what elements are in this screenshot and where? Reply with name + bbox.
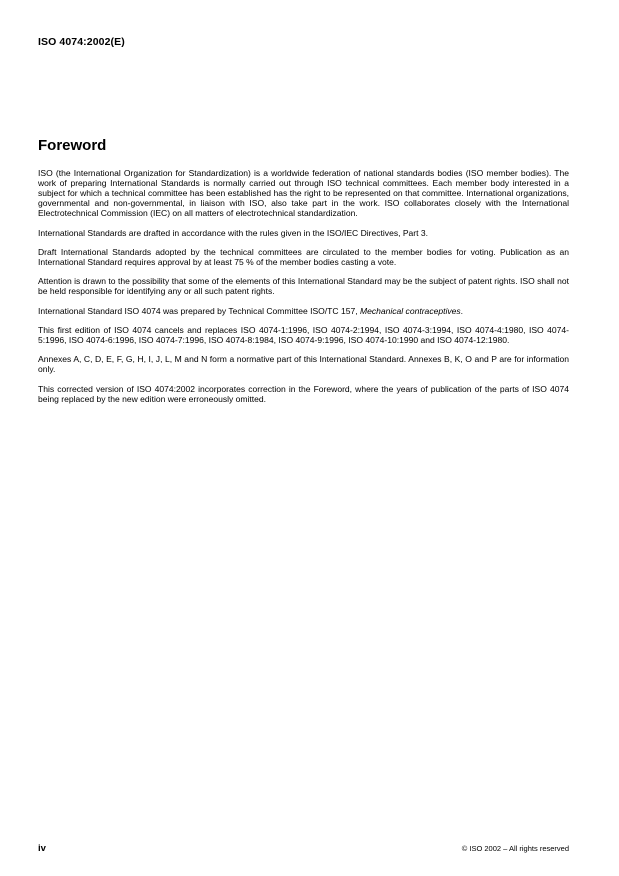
- section-title: Foreword: [38, 137, 107, 154]
- paragraph-patent-rights: Attention is drawn to the possibility that some of the elements of this International Standard may be the subject of patent rights. ISO shall not be held responsible for identifying any or all such patent rights.: [38, 276, 569, 297]
- tc-text: International Standard ISO 4074 was prepared by Technical Committee ISO/TC 157,: [38, 305, 360, 316]
- paragraph-corrected-version: This corrected version of ISO 4074:2002 incorporates correction in the Foreword, where the years of publication of the parts of ISO 4074 being replaced by the new edition were erroneously omitted.: [38, 383, 569, 404]
- paragraph-draft-standards: Draft International Standards adopted by the technical committees are circulated to the member bodies for voting. Publication as an International Standard requires approval by at least 75 % of the member bodies casting a vote.: [38, 246, 569, 268]
- paragraph-directives: International Standards are drafted in accordance with the rules given in the ISO/IEC Directives, Part 3.: [38, 227, 429, 238]
- page-number: iv: [38, 843, 46, 854]
- paragraph-first-edition: This first edition of ISO 4074 cancels and replaces ISO 4074-1:1996, ISO 4074-2:1994, ISO 4074-3:1994, ISO 4074-4:1980, ISO 4074-5:1996, ISO 4074-6:1996, ISO 4074-7:1996, ISO 4074-8:1984, ISO 4074-9:1996, ISO 4074-10:1990 and ISO 4074-12:1980.: [38, 324, 569, 346]
- paragraph-technical-committee: [38, 306, 569, 316]
- paragraph-iso-federation: ISO (the International Organization for Standardization) is a worldwide federation of national standards bodies (ISO member bodies). The work of preparing International Standards is normally carried out through ISO technical committees. Each member body interested in a subject for which a technical committee has been established has the right to be represented on that committee. International organizations, governmental and non-governmental, in liaison with ISO, also take part in the work. ISO collaborates closely with the International Electrotechnical Commission (IEC) on all matters of electrotechnical standardization.: [38, 168, 569, 219]
- tc-subject: Mechanical contraceptives: [359, 305, 461, 316]
- foreword-body: [38, 168, 569, 413]
- document-header: ISO 4074:2002(E): [38, 36, 125, 48]
- tc-period: .: [460, 305, 464, 316]
- copyright-notice: © ISO 2002 – All rights reserved: [461, 844, 569, 853]
- paragraph-annexes: Annexes A, C, D, E, F, G, H, I, J, L, M and N form a normative part of this International Standard. Annexes B, K, O and P are for information only.: [38, 354, 569, 375]
